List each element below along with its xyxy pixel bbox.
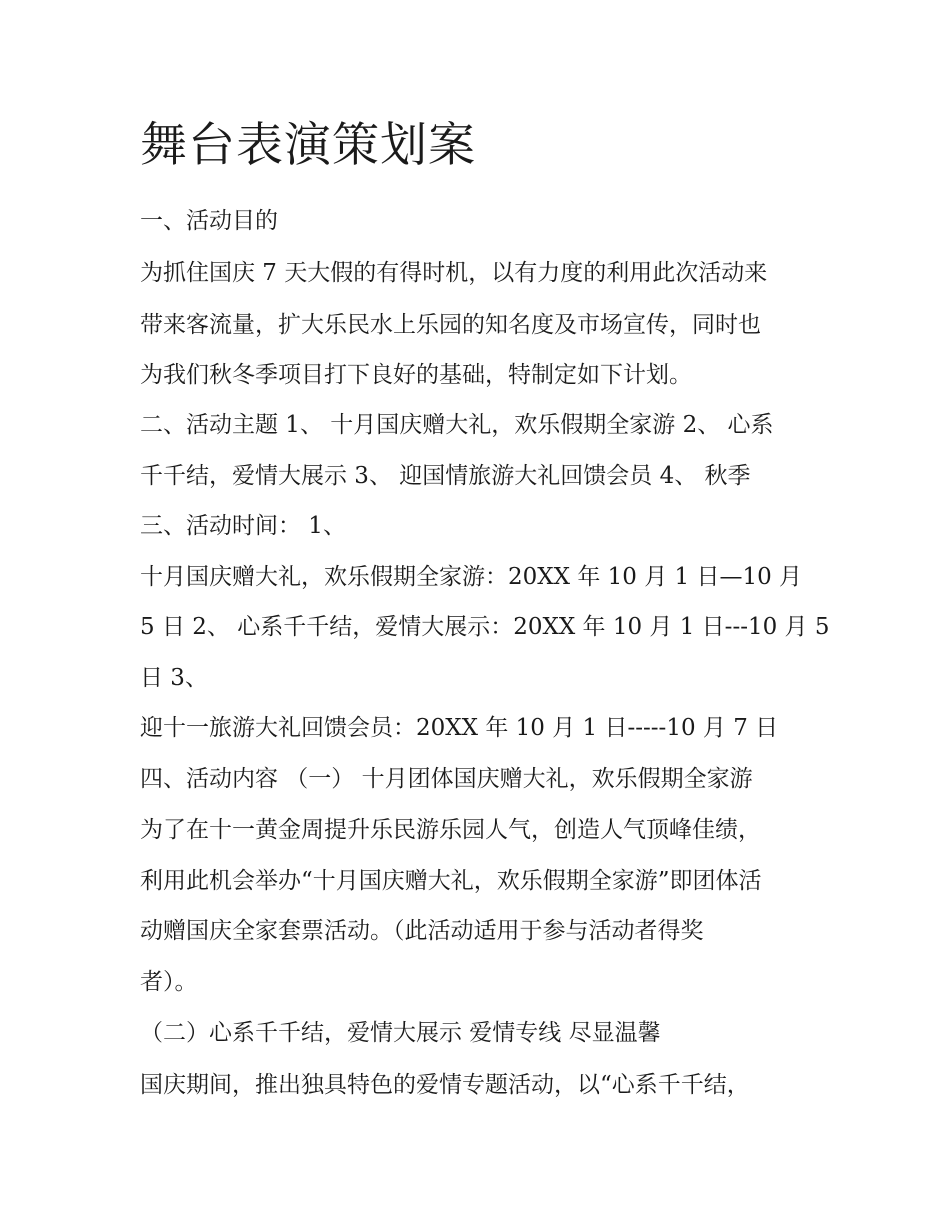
text-line: 为我们秋冬季项目打下良好的基础，特制定如下计划。: [140, 362, 692, 388]
text-line: 十月国庆赠大礼，欢乐假期全家游：20XX 年 10 月 1 日—10 月: [140, 564, 803, 590]
text-line: 5 日 2、 心系千千结，爱情大展示：20XX 年 10 月 1 日---10 月 5: [140, 614, 830, 640]
text-line: 一、活动目的: [140, 208, 278, 234]
text-line: 国庆期间，推出独具特色的爱情专题活动，以“心系千千结，: [140, 1072, 750, 1098]
text-line: 千千结，爱情大展示 3、 迎国情旅游大礼回馈会员 4、 秋季: [140, 463, 751, 489]
text-line: 为抓住国庆 7 天大假的有得时机，以有力度的利用此次活动来: [140, 260, 768, 286]
text-line: （二）心系千千结，爱情大展示 爱情专线 尽显温馨: [140, 1020, 661, 1046]
text-line: 日 3、: [140, 665, 208, 691]
text-line: 四、活动内容 （一） 十月团体国庆赠大礼，欢乐假期全家游: [140, 766, 753, 792]
text-line: 动赠国庆全家套票活动。（此活动适用于参与活动者得奖: [140, 918, 704, 944]
text-line: 者）。: [140, 969, 198, 995]
text-line: 利用此机会举办“十月国庆赠大礼，欢乐假期全家游”即团体活: [140, 868, 762, 894]
text-line: 带来客流量，扩大乐民水上乐园的知名度及市场宣传，同时也: [140, 312, 761, 338]
text-line: 为了在十一黄金周提升乐民游乐园人气，创造人气顶峰佳绩，: [140, 817, 761, 843]
text-line: 迎十一旅游大礼回馈会员：20XX 年 10 月 1 日-----10 月 7 日: [140, 715, 779, 741]
text-line: 二、活动主题 1、 十月国庆赠大礼，欢乐假期全家游 2、 心系: [140, 412, 774, 438]
text-line: 三、活动时间： 1、: [140, 513, 346, 539]
document-title: 舞台表演策划案: [140, 118, 476, 173]
